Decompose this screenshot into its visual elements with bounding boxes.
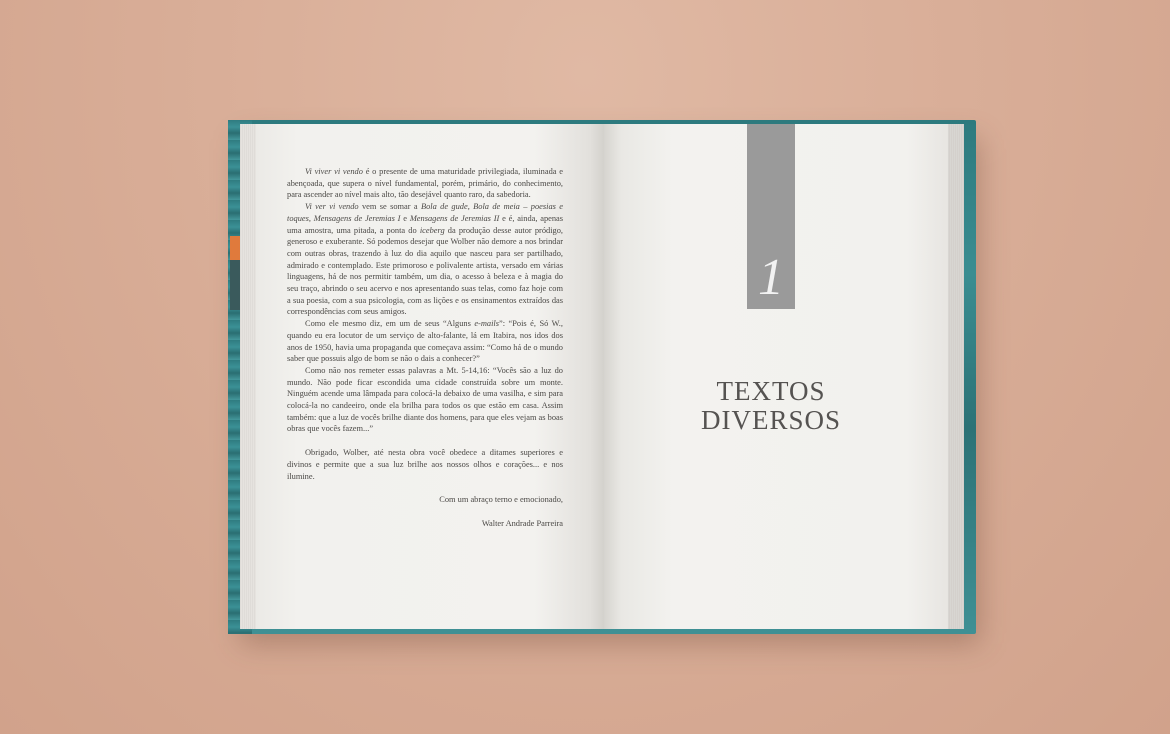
left-page-text [287,166,563,530]
paragraph-2: Vi ver vi vendo vem se somar a Bola de gude, Bola de meia – poesias e toques, Mensagens de Jeremias I e Mensagens de Jeremias II e é, ainda, apenas uma amostra, uma pitada, a ponta do iceberg da produção desse autor pródigo, generoso e exuberante. Só podemos desejar que Wolber não demore a nos brindar com outras obras, trazendo à luz do dia aquilo que nasceu para ser partilhado, admirado e contemplado. Este primoroso e polivalente artista, versado em várias linguagens, há de nos permitir também, um dia, o acesso à beleza e à magia do seu traço, abrindo o seu acervo e nos apresentando suas telas, como faz hoje com a sua poesia, com a sua psicologia, com as lições e os ensinamentos extraídos das correspondências com seus amigos. [287,202,564,317]
chapter-title-line1: TEXTOS [716,376,826,406]
paragraph-3: Como ele mesmo diz, em um de seus “Alguns e-mails”: “Pois é, Só W., quando eu era locutor de um serviço de alto-falante, lá em Itabira, nos idos dos anos de 1950, havia uma propaganda que começava assim: “Como há de o mundo saber que possuis algo de bom se não o dais a conhecer?” [287,319,563,364]
closing-line: Com um abraço terno e emocionado, [439,495,563,505]
paragraph-5: Obrigado, Wolber, até nesta obra você obedece a ditames superiores e divinos e permite que a sua luz brilhe aos nossos olhos e corações... e nos ilumine. [287,448,563,481]
paragraph-4: Como não nos remeter essas palavras a Mt. 5-14,16: “Vocês são a luz do mundo. Não pode ficar escondida uma cidade construída sobre um monte. Ninguém acende uma lâmpada para colocá-la debaixo de uma vasilha, e sim para colocá-la no candeeiro, onde ela brilha para todos os que estão em casa. Assim também: que a luz de vocês brilhe diante dos homens, para que eles vejam as boas obras que vocês fazem...” [287,365,563,434]
chapter-number: 1 [758,249,784,306]
paragraph-1: Vi viver vi vendo é o presente de uma maturidade privilegiada, iluminada e abençoada, que supera o nível fundamental, porém, primário, do conhecimento, para ascender ao nível mais alto, tão desejável quanto raro, da sabedoria. [287,167,563,200]
chapter-title-line2: DIVERSOS [700,405,842,435]
signature: Walter Andrade Parreira [481,518,563,528]
page-edges-right [946,124,964,629]
cover-accent-orange [230,236,240,260]
cover-accent-dark [230,260,240,310]
chapter-title [684,377,858,435]
